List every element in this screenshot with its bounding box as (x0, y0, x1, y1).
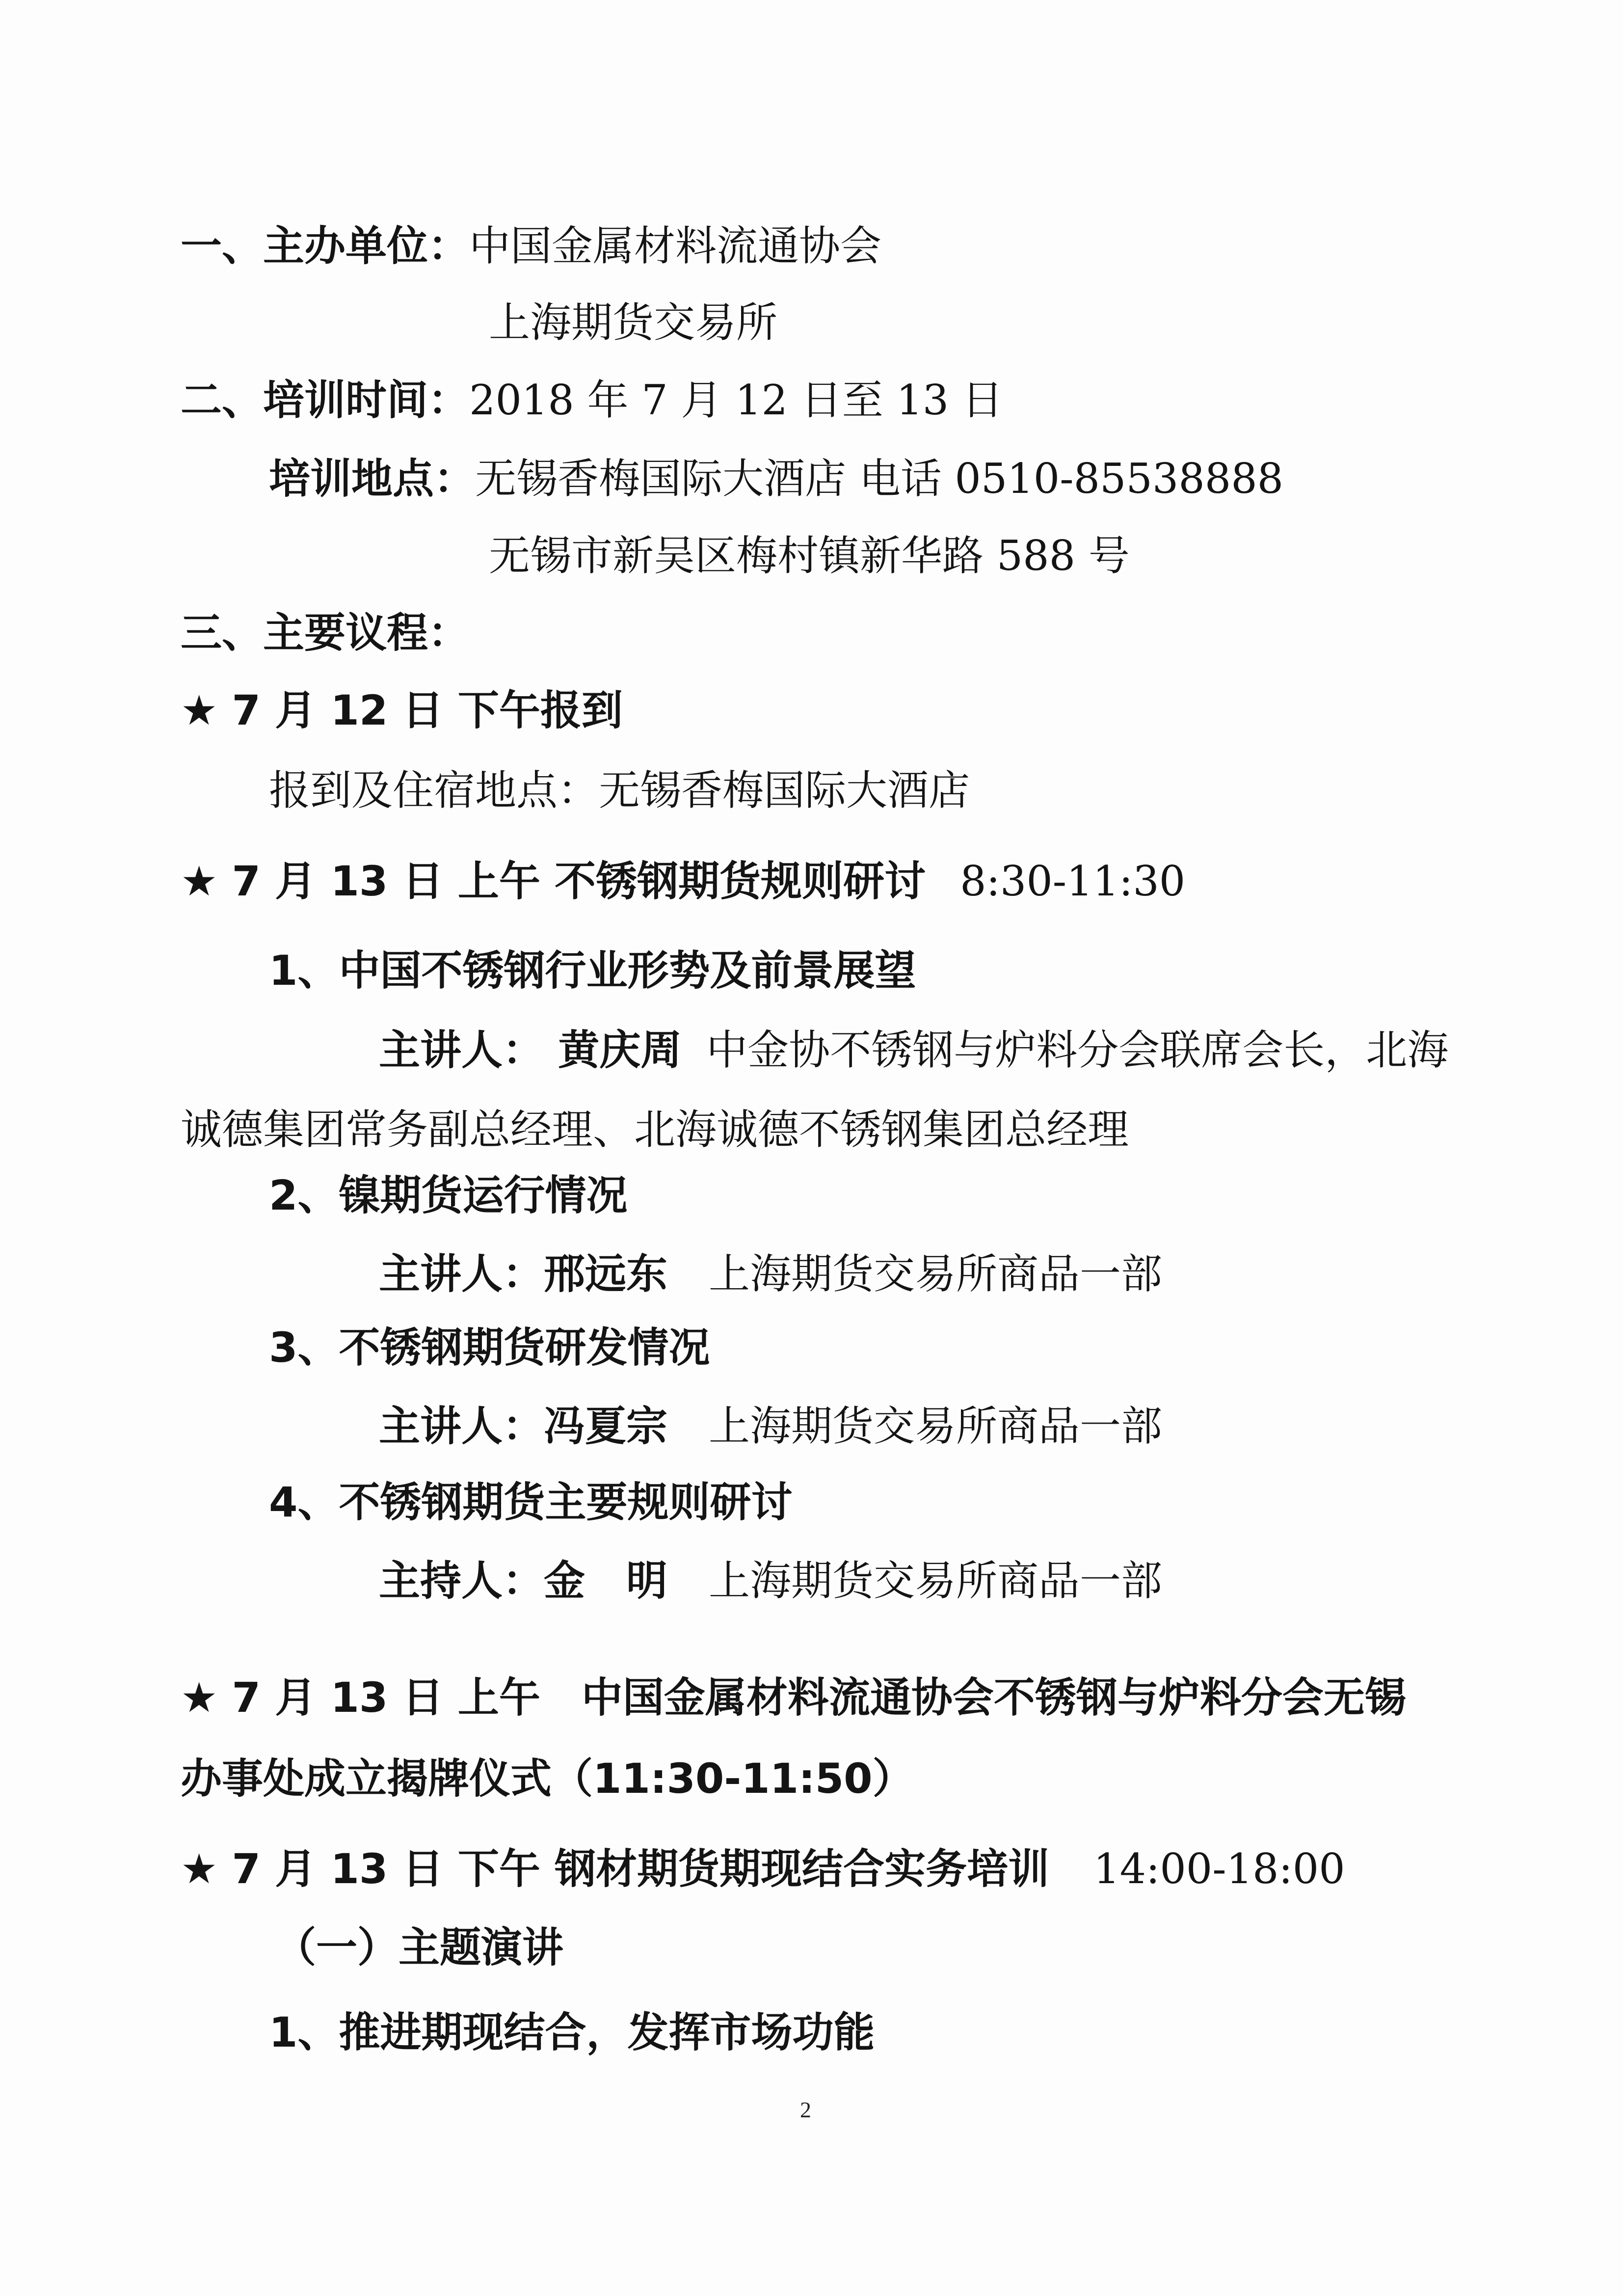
morning-seminar-title: ★ 7 月 13 日 上午 不锈钢期货规则研讨 (181, 857, 926, 905)
training-venue-line (269, 452, 1283, 506)
morning-seminar-time: 8:30-11:30 (960, 857, 1186, 905)
venue-address: 无锡市新吴区梅村镇新华路 588 号 (489, 532, 1130, 580)
host-org: 上海期货交易所商品一部 (709, 1557, 1163, 1605)
speaker-3: 主讲人：冯夏宗 (379, 1402, 668, 1450)
speaker-2-line (379, 1247, 1162, 1301)
training-venue-value: 无锡香梅国际大酒店 电话 0510-85538888 (475, 455, 1284, 503)
speaker-3-org: 上海期货交易所商品一部 (709, 1402, 1163, 1450)
page-number: 2 (800, 2097, 811, 2122)
speaker-2-org: 上海期货交易所商品一部 (709, 1250, 1163, 1298)
speaker-2: 主讲人：邢远东 (379, 1250, 668, 1298)
speaker-1-title: 中金协不锈钢与炉料分会联席会长，北海 (706, 1026, 1449, 1074)
ceremony-title-cont: 办事处成立揭牌仪式（11:30-11:50） (181, 1755, 914, 1803)
training-time-label: 二、培训时间： (181, 376, 470, 424)
host: 主持人：金 明 (379, 1557, 668, 1605)
agenda-item-registration: ★ 7 月 12 日 下午报到 (181, 686, 623, 734)
organizer-value: 中国金属材料流通协会 (469, 222, 882, 270)
keynote-topic-1: 1、推进期现结合，发挥市场功能 (269, 2008, 875, 2056)
agenda-heading: 三、主要议程： (181, 609, 470, 657)
afternoon-training-time: 14:00-18:00 (1093, 1845, 1345, 1893)
agenda-item-afternoon-training (181, 1842, 1345, 1896)
speaker-1-title-cont: 诚德集团常务副总经理、北海诚德不锈钢集团总经理 (181, 1106, 1129, 1154)
afternoon-training-title: ★ 7 月 13 日 下午 钢材期货期现结合实务培训 (181, 1845, 1050, 1893)
speaker-1: 主讲人： 黄庆周 (379, 1026, 682, 1074)
organizer-value-2: 上海期货交易所 (489, 298, 778, 347)
topic-1: 1、中国不锈钢行业形势及前景展望 (269, 946, 916, 995)
host-line (379, 1554, 1162, 1608)
organizer-label: 一、主办单位： (181, 222, 470, 270)
training-time-value: 2018 年 7 月 12 日至 13 日 (469, 376, 1003, 424)
topic-3: 3、不锈钢期货研发情况 (269, 1324, 710, 1372)
topic-4: 4、不锈钢期货主要规则研讨 (269, 1478, 793, 1526)
speaker-1-line (379, 1023, 1448, 1077)
training-venue-label: 培训地点： (269, 455, 476, 503)
topic-2: 2、镍期货运行情况 (269, 1171, 628, 1219)
keynote-heading: （一）主题演讲 (275, 1923, 564, 1972)
registration-location: 报到及住宿地点：无锡香梅国际大酒店 (269, 766, 970, 814)
agenda-item-ceremony: ★ 7 月 13 日 上午 中国金属材料流通协会不锈钢与炉料分会无锡 (181, 1674, 1406, 1722)
organizer-line (181, 219, 881, 273)
speaker-3-line (379, 1399, 1162, 1453)
training-time-line (181, 373, 1003, 427)
agenda-item-morning-seminar (181, 854, 1185, 908)
